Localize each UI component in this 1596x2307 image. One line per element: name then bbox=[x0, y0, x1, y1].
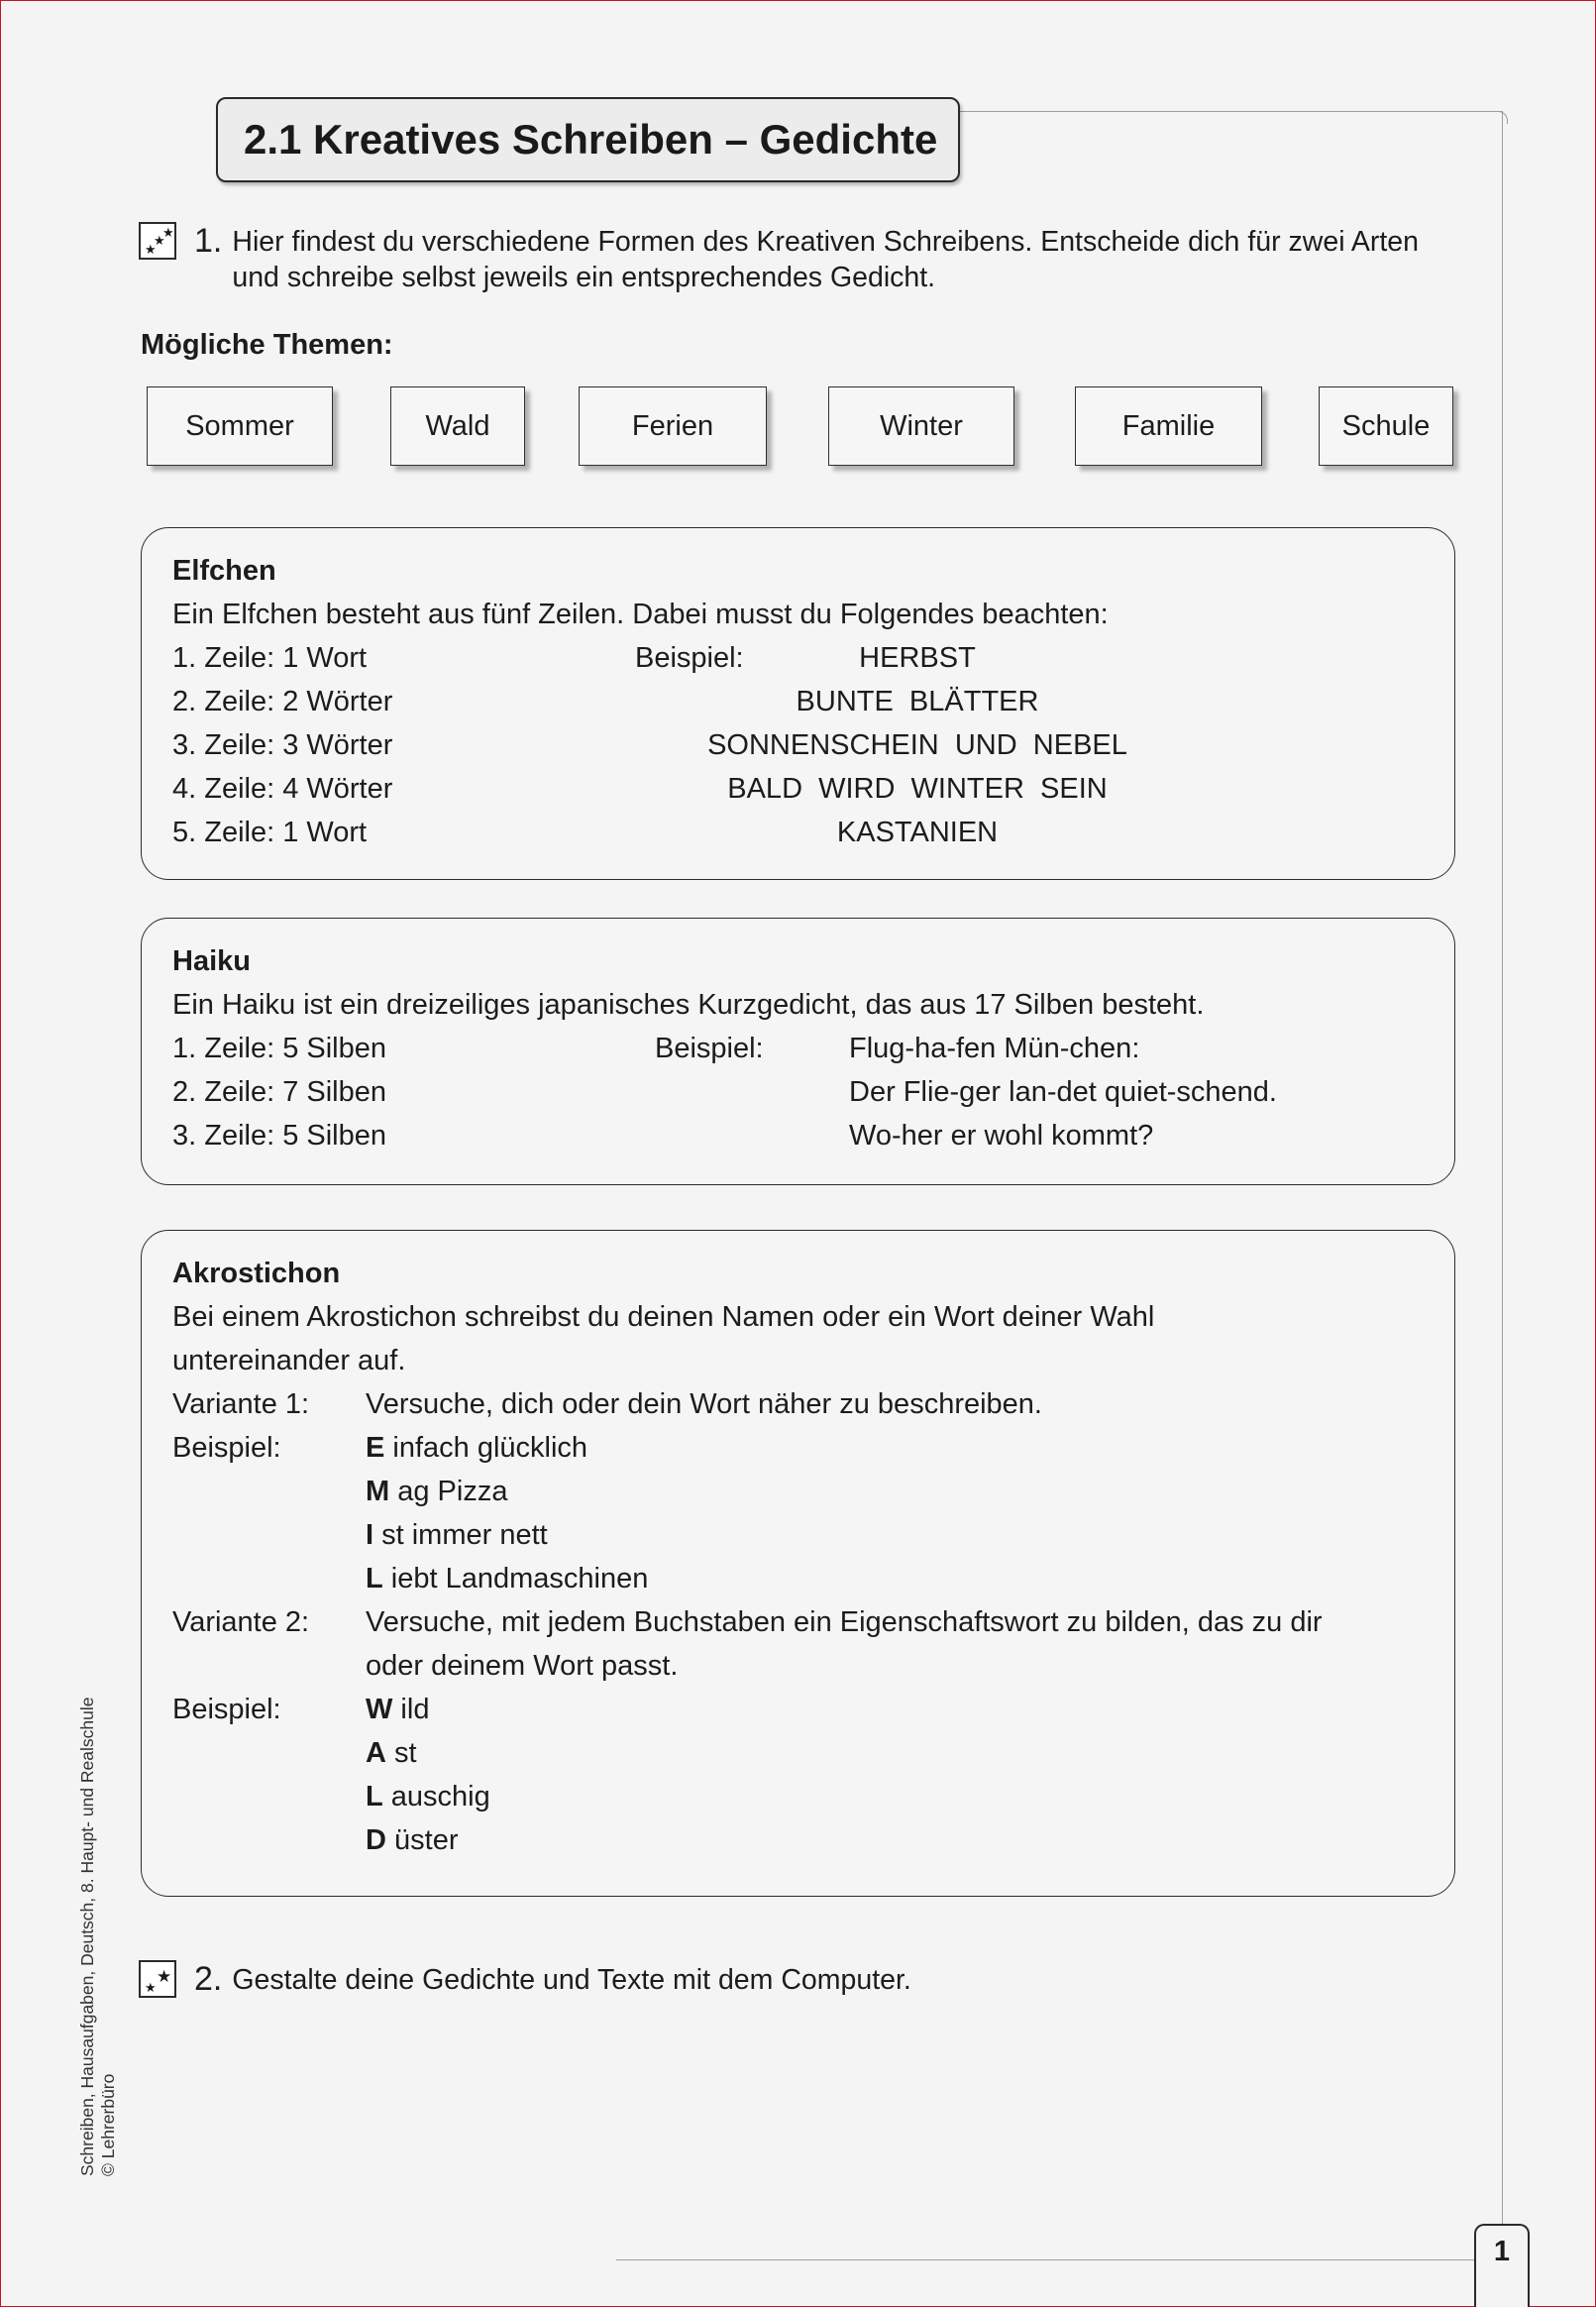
elfchen-example-line: BALD WIRD WINTER SEIN bbox=[727, 773, 1108, 805]
acrostic-line: E infach glücklich bbox=[366, 1432, 588, 1464]
haiku-rule: 3. Zeile: 5 Silben bbox=[172, 1120, 387, 1152]
acrostic-line: I st immer nett bbox=[366, 1519, 548, 1551]
theme-card-winter: Winter bbox=[828, 386, 1014, 466]
theme-card-sommer: Sommer bbox=[147, 386, 333, 466]
akrostichon-heading: Akrostichon bbox=[172, 1258, 341, 1289]
acrostic-line: M ag Pizza bbox=[366, 1476, 508, 1507]
task-number: 1. bbox=[194, 222, 223, 260]
variant-2-text: oder deinem Wort passt. bbox=[366, 1650, 679, 1682]
variant-2-label: Variante 2: bbox=[172, 1606, 310, 1638]
elfchen-rule: 1. Zeile: 1 Wort bbox=[172, 642, 368, 674]
akrostichon-box bbox=[141, 1230, 1455, 1897]
elfchen-rule: 2. Zeile: 2 Wörter bbox=[172, 686, 393, 717]
page-number: 1 bbox=[1474, 2224, 1530, 2307]
elfchen-heading: Elfchen bbox=[172, 555, 276, 587]
akrostichon-intro: untereinander auf. bbox=[172, 1345, 406, 1376]
task-text: Hier findest du verschiedene Formen des Kreativen Schreibens. Entscheide dich für zwei Arten und schreibe selbst jeweils ein entsprechendes Gedicht. bbox=[232, 226, 1419, 293]
theme-card-wald: Wald bbox=[390, 386, 525, 466]
bottom-rule bbox=[616, 2259, 1474, 2260]
variant-2-text: Versuche, mit jedem Buchstaben ein Eigenschaftswort zu bilden, das zu dir bbox=[366, 1606, 1323, 1638]
theme-card-schule: Schule bbox=[1319, 386, 1453, 466]
two-star-difficulty-icon: ★ ★ ★ bbox=[139, 222, 176, 260]
acrostic-line: A st bbox=[366, 1737, 417, 1769]
theme-card-ferien: Ferien bbox=[579, 386, 767, 466]
elfchen-intro: Ein Elfchen besteht aus fünf Zeilen. Dabei musst du Folgendes beachten: bbox=[172, 599, 1109, 630]
elfchen-box bbox=[141, 527, 1455, 880]
haiku-example-line: Wo-her er wohl kommt? bbox=[849, 1120, 1154, 1152]
elfchen-rule: 5. Zeile: 1 Wort bbox=[172, 817, 368, 848]
task-number: 2. bbox=[194, 1960, 223, 1998]
variant-1-label: Variante 1: bbox=[172, 1388, 310, 1420]
haiku-rule: 2. Zeile: 7 Silben bbox=[172, 1076, 387, 1108]
example-2-label: Beispiel: bbox=[172, 1694, 281, 1725]
haiku-intro: Ein Haiku ist ein dreizeiliges japanisches Kurzgedicht, das aus 17 Silben besteht. bbox=[172, 989, 1205, 1021]
elfchen-example-line: HERBST bbox=[859, 642, 976, 674]
elfchen-example-line: KASTANIEN bbox=[836, 817, 999, 848]
haiku-example-label: Beispiel: bbox=[655, 1033, 764, 1064]
themes-label: Mögliche Themen: bbox=[141, 329, 393, 361]
elfchen-rule: 3. Zeile: 3 Wörter bbox=[172, 729, 393, 761]
acrostic-line: W ild bbox=[366, 1694, 430, 1725]
one-star-difficulty-icon: ★ ★ bbox=[139, 1960, 176, 1998]
acrostic-line: L auschig bbox=[366, 1781, 490, 1813]
elfchen-example-label: Beispiel: bbox=[635, 642, 744, 674]
page-title: 2.1 Kreatives Schreiben – Gedichte bbox=[216, 97, 960, 182]
task-2 bbox=[139, 1960, 911, 1998]
variant-1-text: Versuche, dich oder dein Wort näher zu beschreiben. bbox=[366, 1388, 1042, 1420]
example-1-label: Beispiel: bbox=[172, 1432, 281, 1464]
acrostic-line: L iebt Landmaschinen bbox=[366, 1563, 649, 1594]
task-1 bbox=[139, 222, 1419, 295]
haiku-rule: 1. Zeile: 5 Silben bbox=[172, 1033, 387, 1064]
top-rule bbox=[951, 111, 1502, 112]
akrostichon-intro: Bei einem Akrostichon schreibst du deinen Namen oder ein Wort deiner Wahl bbox=[172, 1301, 1155, 1333]
copyright-note: Schreiben, Hausaufgaben, Deutsch, 8. Haupt- und Realschule © Lehrerbüro bbox=[77, 1697, 118, 2176]
theme-card-familie: Familie bbox=[1075, 386, 1262, 466]
task-text: Gestalte deine Gedichte und Texte mit dem Computer. bbox=[232, 1964, 911, 1996]
right-margin-rule bbox=[1502, 111, 1503, 2252]
haiku-heading: Haiku bbox=[172, 945, 251, 977]
elfchen-example-line: BUNTE BLÄTTER bbox=[796, 686, 1039, 717]
haiku-example-line: Der Flie-ger lan-det quiet-schend. bbox=[849, 1076, 1277, 1108]
haiku-box bbox=[141, 918, 1455, 1185]
acrostic-line: D üster bbox=[366, 1824, 459, 1856]
elfchen-rule: 4. Zeile: 4 Wörter bbox=[172, 773, 393, 805]
haiku-example-line: Flug-ha-fen Mün-chen: bbox=[849, 1033, 1140, 1064]
elfchen-example-line: SONNENSCHEIN UND NEBEL bbox=[707, 729, 1127, 761]
